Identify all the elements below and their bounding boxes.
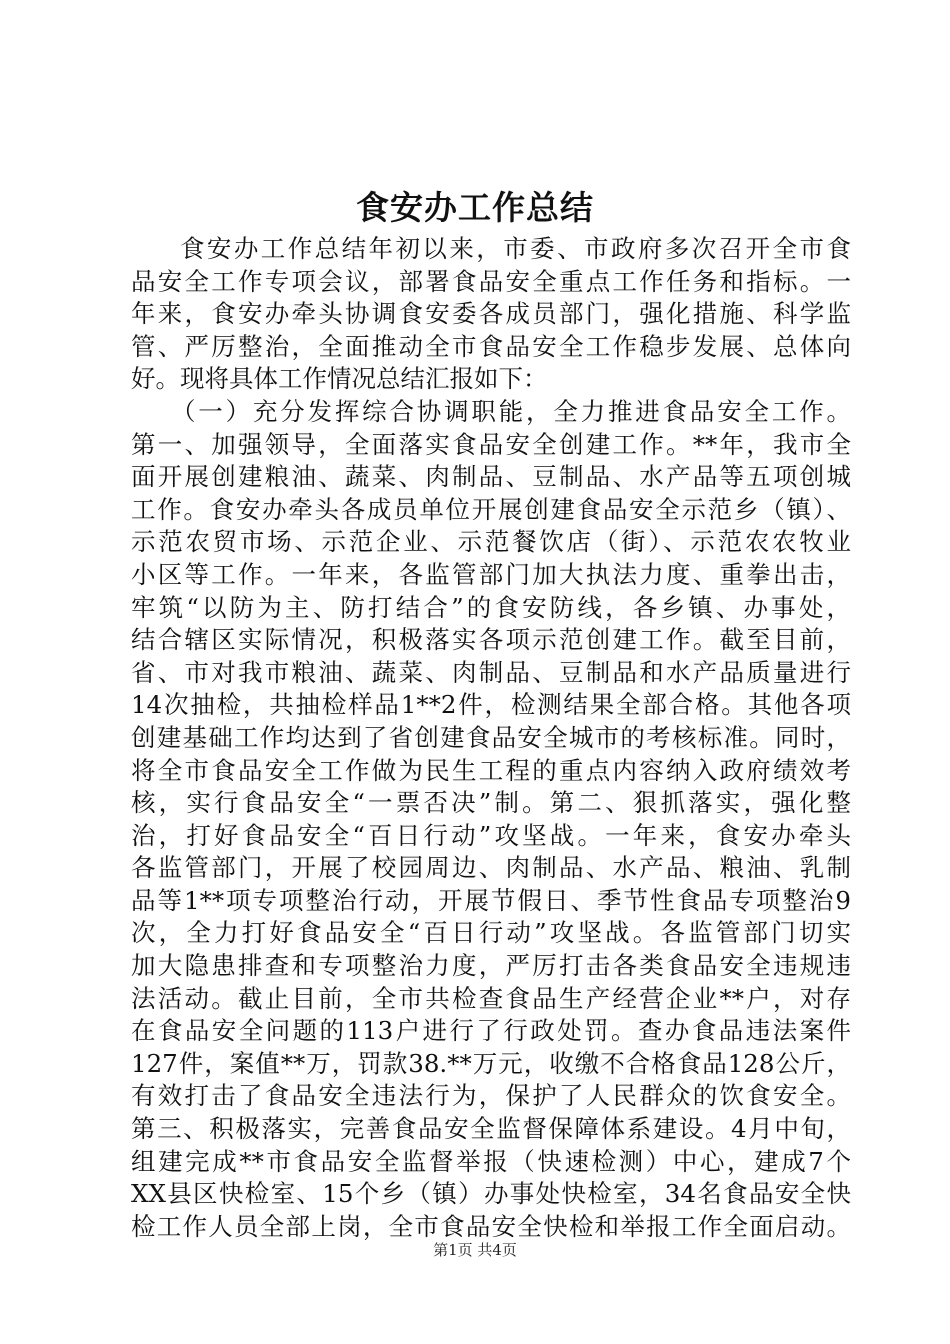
paragraph-line: 工作。食安办牵头各成员单位开展创建食品安全示范乡（镇）、 xyxy=(131,494,851,524)
paragraph-line: 在食品安全问题的113户进行了行政处罚。查办食品违法案件 xyxy=(131,1016,851,1046)
paragraph-line: 创建基础工作均达到了省创建食品安全城市的考核标准。同时， xyxy=(131,722,851,752)
paragraph-line: 法活动。截止目前，全市共检查食品生产经营企业**户，对存 xyxy=(131,983,851,1013)
paragraph-line: 省、市对我市粮油、蔬菜、肉制品、豆制品和水产品质量进行 xyxy=(131,657,851,687)
paragraph-line: 年来，食安办牵头协调食安委各成员部门，强化措施、科学监 xyxy=(131,299,851,329)
paragraph-line: 将全市食品安全工作做为民生工程的重点内容纳入政府绩效考 xyxy=(131,755,851,785)
paragraph-line: 检工作人员全部上岗，全市食品安全快检和举报工作全面启动。 xyxy=(131,1211,851,1241)
document-body xyxy=(131,233,851,1243)
paragraph-line: 牢筑“以防为主、防打结合”的食安防线，各乡镇、办事处， xyxy=(131,592,851,622)
paragraph-line: 治，打好食品安全“百日行动”攻坚战。一年来，食安办牵头 xyxy=(131,820,851,850)
paragraph-line: 小区等工作。一年来，各监管部门加大执法力度、重拳出击， xyxy=(131,559,851,589)
paragraph-line: 示范农贸市场、示范企业、示范餐饮店（街）、示范农农牧业 xyxy=(131,527,851,557)
paragraph-line: 品安全工作专项会议，部署食品安全重点工作任务和指标。一 xyxy=(131,266,851,296)
page-number-footer: 第1页 共4页 xyxy=(433,1241,517,1259)
paragraph-line: 好。现将具体工作情况总结汇报如下： xyxy=(131,364,548,394)
paragraph-line: 有效打击了食品安全违法行为，保护了人民群众的饮食安全。 xyxy=(131,1081,851,1111)
paragraph-line: 组建完成**市食品安全监督举报（快速检测）中心，建成7个 xyxy=(131,1146,851,1176)
paragraph-line: 第一、加强领导，全面落实食品安全创建工作。**年，我市全 xyxy=(131,429,851,459)
paragraph-line: 127件，案值**万，罚款38.**万元，收缴不合格食品128公斤， xyxy=(131,1048,851,1078)
paragraph-line: 各监管部门，开展了校园周边、肉制品、水产品、粮油、乳制 xyxy=(131,853,851,883)
paragraph-line: 品等1**项专项整治行动，开展节假日、季节性食品专项整治9 xyxy=(131,885,851,915)
paragraph-line: XX县区快检室、15个乡（镇）办事处快检室，34名食品安全快 xyxy=(131,1179,851,1209)
paragraph-line: 14次抽检，共抽检样品1**2件，检测结果全部合格。其他各项 xyxy=(131,690,851,720)
document-title: 食安办工作总结 xyxy=(356,188,594,227)
paragraph-line: 食安办工作总结年初以来，市委、市政府多次召开全市食 xyxy=(180,234,851,263)
paragraph-line: 核，实行食品安全“一票否决”制。第二、狠抓落实，强化整 xyxy=(131,788,851,818)
paragraph-line: 管、严厉整治，全面推动全市食品安全工作稳步发展、总体向 xyxy=(131,331,851,361)
paragraph-line: 第三、积极落实，完善食品安全监督保障体系建设。4月中旬， xyxy=(131,1114,851,1144)
paragraph-line: 面开展创建粮油、蔬菜、肉制品、豆制品、水产品等五项创城 xyxy=(131,462,851,492)
section-heading-line: （一）充分发挥综合协调职能，全力推进食品安全工作。 xyxy=(171,396,851,426)
paragraph-line: 结合辖区实际情况，积极落实各项示范创建工作。截至目前， xyxy=(131,625,851,655)
paragraph-line: 加大隐患排查和专项整治力度，严厉打击各类食品安全违规违 xyxy=(131,951,851,981)
paragraph-line: 次，全力打好食品安全“百日行动”攻坚战。各监管部门切实 xyxy=(131,918,851,948)
